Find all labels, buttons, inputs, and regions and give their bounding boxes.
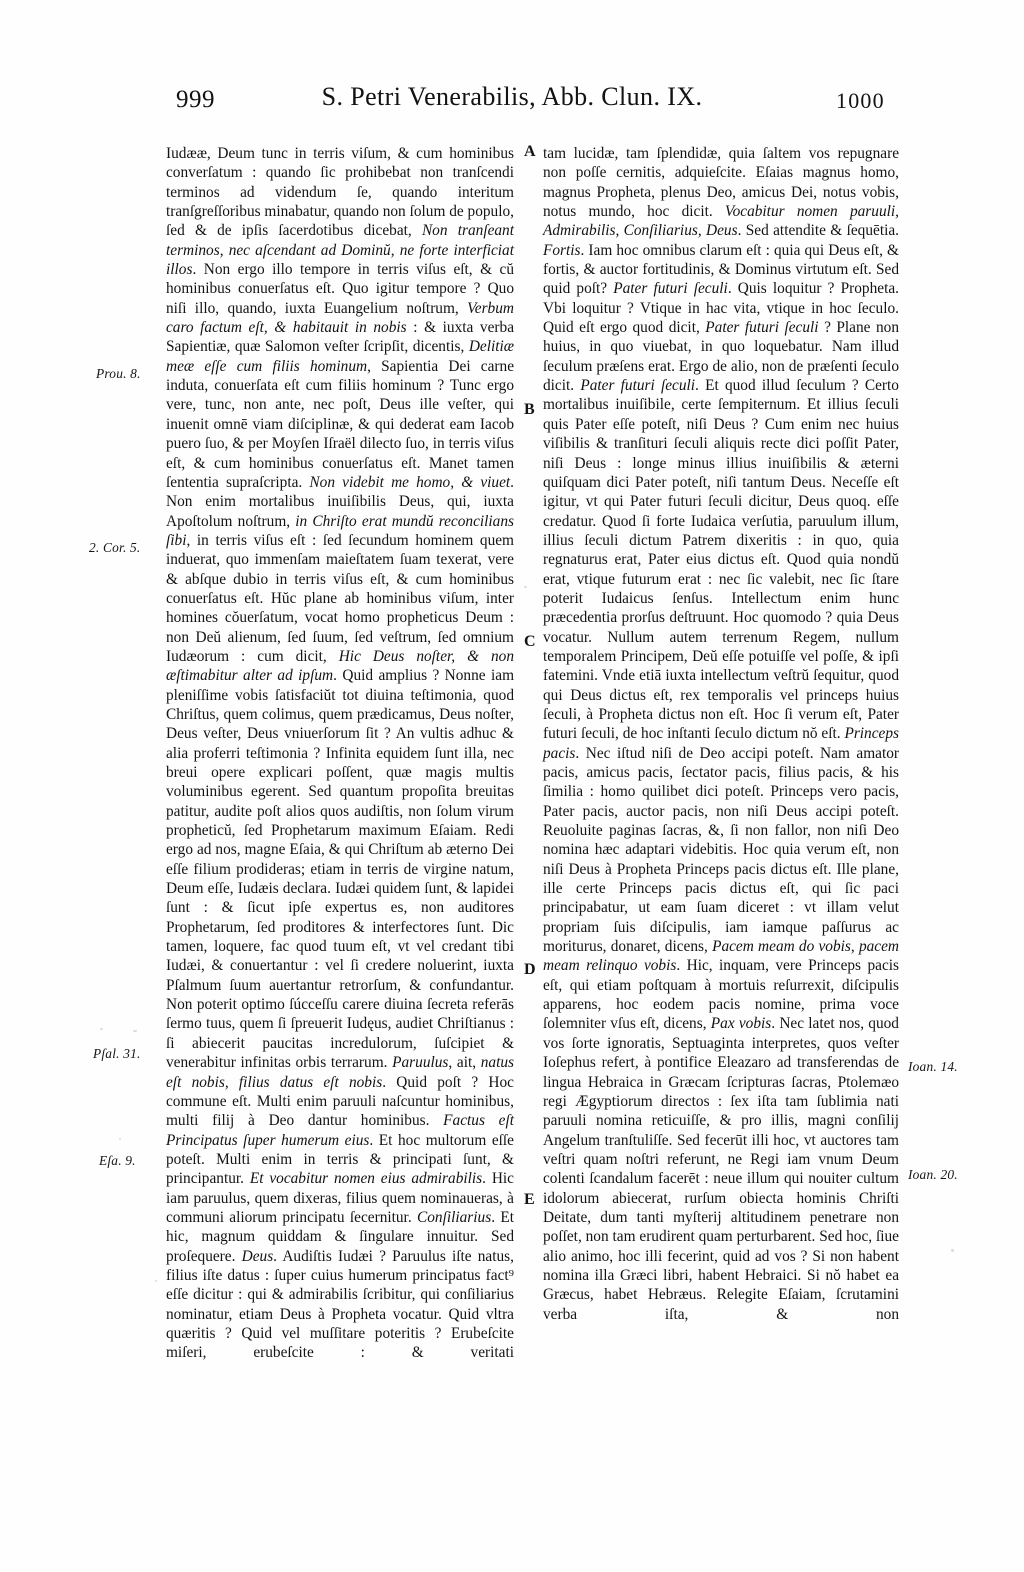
text-run-italic: Hic Deus noſter, & non æſtimabitur alter ad ipſum bbox=[166, 647, 514, 685]
text-run: , Sapientia Dei carne induta, conuerſata eſt cum filiis hominum ? Tunc ergo vere, tunc, non ante, nec poſt, Deus ille veſter, qui inuenit omnē viam diſciplinæ, & qui dederat eam Iacob puero ſuo, & per Moyſen Iſraël dilecto ſuo, in terris viſus eſt, & cum hominibus conuerſatus eſt. Manet tamen ſententia supraſcripta. bbox=[166, 357, 515, 491]
section-letter-b: B bbox=[524, 401, 535, 418]
text-run: . Et quod illud ſeculum ? Certo mortalibus inuiſibile, certe ſempiternum. Et illius ſeculi quis Pater eſſe poteſt, niſi Deus ? Cum enim nec huius viſibilis & tranſituri ſeculi aliquis recte dici poſſit Pater, niſi Deus : longe minus illius inuiſibilis & æterni quiſquam dici Pater poteſt, niſi tantum Deus. Neceſſe eſt igitur, vt qui Pater futuri ſeculi dicitur, Deus quoq. eſſe credatur. Quod ſi forte Iudaica verſutia, paruulum illum, illius ſeculi dictum Patrem dixeritis : in quo, quia regnaturus erat, Pater eius dictus eſt. Quod quia nondŭ erat, vtique futurum erat : nec ſic valebit, nec ſic ſtare poterit Iudaicus ſenſus. Intellectum enim hunc præcedentia prorſus deſtruunt. Hoc quomodo ? quia Deus vocatur. Nullum autem terrenum Regem, nullum temporalem Principem, Deŭ eſſe potuiſſe vel poſſe, & ipſi fatemini. Vnde etiā iuxta intellectum veſtrŭ ſequitur, quod qui Deus dictus eſt, rex temporalis vel princeps huius ſeculi, à Propheta dictus non eſt. Hoc ſi verum eſt, Pater futuri ſeculi, de hoc inſtanti ſeculo dictum nŏ eſt. bbox=[543, 377, 899, 743]
margin-note-esa-9: Eſa. 9. bbox=[99, 1153, 136, 1168]
text-run: . Hic iam paruulus, quem dixeras, filius quem nominaueras, à communi aliorum principatu ſecernitur. bbox=[166, 1170, 514, 1226]
text-run: . Et hoc multorum eſſe poteſt. Multi enim in terris & principati ſunt, & principantur. bbox=[166, 1131, 514, 1188]
text-run: . Hic, inquam, vere Princeps pacis eſt, qui etiam poſtquam à mortuis reſurrexit, diſcipulis apparens, hoc eodem pacis nomine, prima voce ſolemniter vſus eſt, dicens, bbox=[543, 957, 899, 1033]
text-run-italic: Pax vobis bbox=[710, 1015, 772, 1033]
text-run: . Quis loquitur ? Propheta. Vbi loquitur ? Vtique in hac vita, vtique in hoc ſeculo. Quid eſt ergo quod dicit, bbox=[543, 280, 899, 337]
section-letter-a: A bbox=[524, 143, 536, 160]
scan-speck bbox=[155, 1280, 157, 1282]
text-run: ? Plane non huius, in quo viuebat, in quo loquebatur. Nam illud ſeculum præſens erat. Ergo de alio, non de præſenti ſeculo dicit. bbox=[543, 319, 899, 395]
scan-speck bbox=[951, 1249, 954, 1252]
text-run-italic: Factus eſt Principatus ſuper humerum eius bbox=[166, 1112, 514, 1149]
section-letter-d: D bbox=[524, 961, 536, 978]
text-run: . Iam hoc omnibus clarum eſt : quia qui Deus eſt, & fortis, & auctor fortitudinis, & Dominus virtutum eſt. Sed quid poſt? bbox=[543, 241, 899, 298]
margin-note-prou-8: Prou. 8. bbox=[96, 366, 141, 381]
folio-number-left: 999 bbox=[176, 86, 215, 113]
text-run-italic: Verbum caro factum eſt, & habitauit in nobis bbox=[166, 299, 514, 337]
text-run-italic: in Chriſto erat mundŭ reconcilians ſibi bbox=[166, 512, 514, 549]
scan-speck bbox=[119, 1138, 121, 1140]
margin-note-2-cor-5: 2. Cor. 5. bbox=[89, 540, 141, 555]
text-run-italic: Vocabitur nomen paruuli, Admirabilis, Conſiliarius, Deus bbox=[543, 203, 899, 240]
text-run: tam lucidæ, tam ſplendidæ, quia ſaltem vos repugnare non poſſe cernitis, adquieſcite. Eſaias magnus homo, magnus Propheta, plenus Deo, amicus Dei, notus vobis, notus mundo, hoc dicit. bbox=[543, 145, 899, 221]
text-run-italic: Paruulus bbox=[392, 1054, 449, 1072]
folio-number-right: 1000 bbox=[836, 88, 885, 113]
text-run-italic: Et vocabitur nomen eius admirabilis bbox=[249, 1170, 483, 1188]
text-run: . Quid poſt ? Hoc commune eſt. Multi enim paruuli naſcuntur hominibus, multi filij à Deo dantur hominibus. bbox=[166, 1073, 514, 1130]
text-run-italic: Non videbit me homo, & viuet bbox=[309, 473, 511, 491]
text-run: . Non enim mortalibus inuiſibilis Deus, qui, iuxta Apoſtolum noſtrum, bbox=[166, 473, 514, 530]
paragraph-block-left bbox=[166, 144, 514, 1363]
text-run: . Nec iſtud niſi de Deo accipi poteſt. Nam amator pacis, amicus pacis, ſectator pacis, filius pacis, & his ſimilia : homo quilibet dici poteſt. Princeps vero pacis, Pater pacis, auctor pacis, non niſi Deus accipi poteſt. Reuoluite paginas ſacras, &, ſi non fallor, non niſi Deo nomina hæc adaptari videbitis. Hoc quia verum eſt, non niſi Deus à Propheta Princeps pacis dictus eſt. Ille plane, ille certe Princeps pacis dictus eſt, qui ſic paci principabatur, ut eam ſuam diceret : vt illam velut propriam ſuis diſcipulis, iam iamque paſſurus ac moriturus, donaret, dicens, bbox=[543, 744, 899, 956]
text-run-italic: Pater futuri ſeculi bbox=[613, 280, 728, 298]
text-column-left bbox=[166, 144, 514, 1363]
text-run-italic: Pacem meam do vobis, pacem meam relinquo vobis bbox=[543, 938, 899, 975]
text-run-italic: Princeps pacis bbox=[543, 725, 899, 762]
section-letter-c: C bbox=[524, 633, 536, 650]
text-run-italic: Delitiæ meæ eſſe cum filiis hominum bbox=[166, 338, 514, 375]
text-run-italic: natus eſt nobis, filius datus eſt nobis bbox=[166, 1054, 514, 1091]
scan-speck bbox=[524, 586, 527, 588]
text-run: : & iuxta verba Sapientiæ, quæ Salomon veſter ſcripſit, dicentis, bbox=[166, 319, 514, 356]
text-run: . Sed attendite & ſequētia. bbox=[737, 222, 899, 240]
margin-note-ioan-14: Ioan. 14. bbox=[908, 1059, 958, 1074]
page-header bbox=[0, 82, 1024, 124]
margin-note-ioan-20: Ioan. 20. bbox=[908, 1167, 958, 1182]
text-run: Iudææ, Deum tunc in terris viſum, & cum hominibus converſatum : quando ſic prohibebat non tranſcendi terminos ad videndum ſe, quando interitum tranſgreſſoribus minabatur, quando non ſolum de populo, ſed & de ipſis ſacerdotibus dicebat, bbox=[166, 145, 514, 240]
margin-note-psal-31: Pſal. 31. bbox=[93, 1046, 141, 1061]
text-run: , ait, bbox=[448, 1054, 481, 1072]
text-run-italic: Deus bbox=[241, 1247, 274, 1265]
page-title: S. Petri Venerabilis, Abb. Clun. IX. bbox=[321, 82, 703, 111]
scan-speck bbox=[133, 1030, 137, 1032]
text-run: . Nec latet nos, quod vos ſorte ignoratis, Septuaginta interpretes, quos veſter Ioſephus refert, à pontifice Eleazaro ad transferendas de lingua Hebraica in Græcam ſcripturas ſacras, Ptolemæo regi Ægyptiorum directos : ſex iſta tam ſublimia nati paruuli nomina reticuiſſe, & pro illis, magni conſilij Angelum tranſtuliſſe. Sed fecerūt illi hoc, vt auctores tam veſtri quam noſtri referunt, ne Regi iam vnum Deum colenti ſcandalum facerēt : neue illum qui nouiter cultum idolorum abiecerat, rurſum obiecta hominis Chriſti Deitate, dum tanti myſterij altitudinem penetrare non poſſet, non tam erudirent quam perturbarent. Sed hoc, ſiue alio animo, hoc illi fecerint, quid ad vos ? Si non habent nomina illa Græci libri, habent Hebraici. Si nŏ habet ea Græcus, habet Hebræus. Relegite Eſaiam, ſcrutamini verba iſta, & non bbox=[543, 1015, 899, 1323]
text-run: . Audiſtis Iudæi ? Paruulus iſte natus, filius iſte datus : ſuper cuius humerum principatus fact⁹ eſſe dicitur : qui & admirabilis ſcribitur, qui conſiliarius nominatur, etiam Deus à Propheta vocatur. Quid vltra quæritis ? Quid vel muſſitare poteritis ? Erubeſcite miſeri, erubeſcite : & veritati bbox=[166, 1247, 514, 1362]
text-run: , in terris viſus eſt : ſed ſecundum hominem quem induerat, quo immenſam maieſtatem ſuam texerat, vere & abſque dubio in terris viſus eſt, & cum hominibus conuerſatus eſt. Hŭc plane ab hominibus viſum, inter homines cŏuerſatum, vocat homo propheticus Deum : non Deŭ alienum, ſed ſuum, ſed veſtrum, ſed omnium Iudæorum : cum dicit, bbox=[166, 531, 514, 665]
section-letter-e: E bbox=[524, 1191, 535, 1208]
text-run: . Et hic, magnum quiddam & ſingulare innuitur. Sed proſequere. bbox=[166, 1208, 514, 1265]
paragraph-block-right bbox=[543, 144, 899, 1324]
scan-speck bbox=[100, 1028, 103, 1030]
text-run-italic: Fortis bbox=[543, 241, 581, 259]
text-run: . Quid amplius ? Nonne iam pleniſſime vobis ſatisfaciŭt tot diuina teſtimonia, quod Chriſtus, quem colimus, quem prædicamus, Deus noſter, Deus veſter, Deus vniuerſorum ſit ? An vultis adhuc & alia proferri teſtimonia ? Infinita equidem ſunt illa, nec breui opere explicari poſſent, quæ magis multis voluminibus egerent. Sed quantum propoſita breuitas patitur, audite poſt alios quos audiſtis, non ſolum virum propheticŭ, ſed Prophetarum maximum Eſaiam. Redi ergo ad nos, magne Eſaia, & qui Chriſtum ab æterno Dei eſſe filium prodideras; etiam in terris de virgine natum, Deum eſſe, Iudæis declara. Iudæi quidem ſunt, & lapidei ſunt : & ſicut ipſe expertus es, non auditores Prophetarum, ſed proditores & interfectores ſunt. Dic tamen, loquere, fac quod tuum eſt, vt vel credant tibi Iudæi, & conuertantur : vel ſi credere noluerint, iuxta Pſalmum ſuum auertantur retrorſum, & confundantur. Non poterit optimo ſúcceſſu carere diuina ſecreta referās ſermo tuus, quem ſi ſpreuerit Iudęus, audiet Chriſtianus : ſi abiecerit paucitas incredulorum, ſuſcipiet & venerabitur infinitas orbis terrarum. bbox=[166, 667, 515, 1072]
text-run-italic: Pater futuri ſeculi bbox=[580, 377, 696, 395]
text-run: . Non ergo illo tempore in terris viſus eſt, & cŭ hominibus conuerſatus eſt. Quo igitur tempore ? Quo niſi illo, quando, iuxta Euangelium noſtrum, bbox=[166, 261, 514, 317]
text-run-italic: Pater futuri ſeculi bbox=[705, 319, 819, 337]
text-column-right bbox=[543, 144, 899, 1324]
text-run-italic: Non tranſeant terminos, nec aſcendant ad Dominŭ, ne forte interficiat illos bbox=[166, 222, 514, 279]
text-run-italic: Conſiliarius bbox=[417, 1208, 492, 1226]
